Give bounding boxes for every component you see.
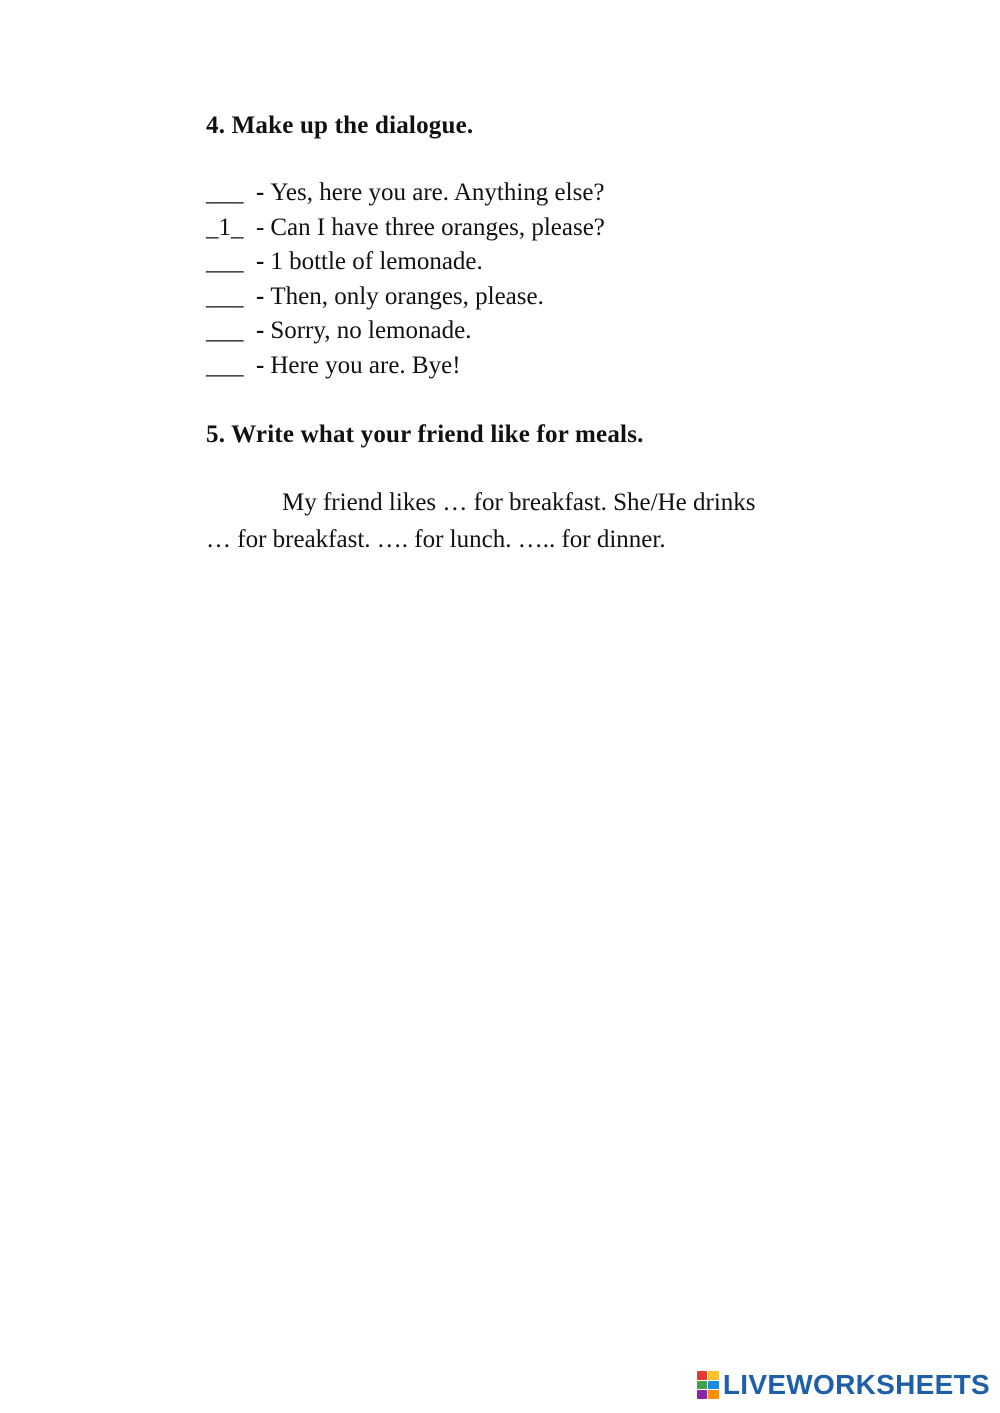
dialogue-text: Yes, here you are. Anything else? [270,179,605,206]
logo-block [708,1371,719,1380]
dialogue-line [206,280,605,315]
dialogue-text: Then, only oranges, please. [270,282,544,310]
logo-block [697,1390,708,1399]
order-blank[interactable]: ___ [206,179,244,206]
liveworksheets-logo [697,1365,990,1405]
logo-block [697,1381,708,1390]
order-blank[interactable]: ___ [206,282,244,310]
dash: - [256,213,265,241]
meals-paragraph [206,484,856,558]
paragraph-line-2: … for breakfast. …. for lunch. ….. for dinner. [206,526,666,553]
dialogue-text: 1 bottle of lemonade. [270,248,483,276]
logo-block [708,1390,719,1399]
logo-block [708,1381,719,1390]
dash: - [256,282,265,310]
dash: - [256,248,265,276]
order-blank[interactable]: _1_ [206,213,244,241]
dialogue-text: Sorry, no lemonade. [270,317,472,345]
dialogue-line [206,245,605,280]
paragraph-line-1: My friend likes … for breakfast. She/He drinks [282,489,756,516]
order-blank[interactable]: ___ [206,248,244,276]
dash: - [256,317,265,345]
order-blank[interactable]: ___ [206,351,244,379]
dialogue-text: Here you are. Bye! [270,351,461,379]
dialogue-text: Can I have three oranges, please? [270,213,605,241]
dialogue-line [206,211,605,246]
brand-name: LIVEWORKSHEETS [722,1369,990,1400]
dialogue-line [206,349,605,384]
dash: - [256,351,265,379]
dialogue-line [206,314,605,349]
order-blank[interactable]: ___ [206,317,244,345]
dialogue-list [206,176,605,384]
liveworksheets-logo-icon [697,1371,719,1399]
dialogue-line [206,176,605,211]
logo-block [697,1371,708,1380]
section-5-title: 5. Write what your friend like for meals. [206,421,644,448]
section-4-title: 4. Make up the dialogue. [206,112,474,139]
dash: - [256,179,265,206]
